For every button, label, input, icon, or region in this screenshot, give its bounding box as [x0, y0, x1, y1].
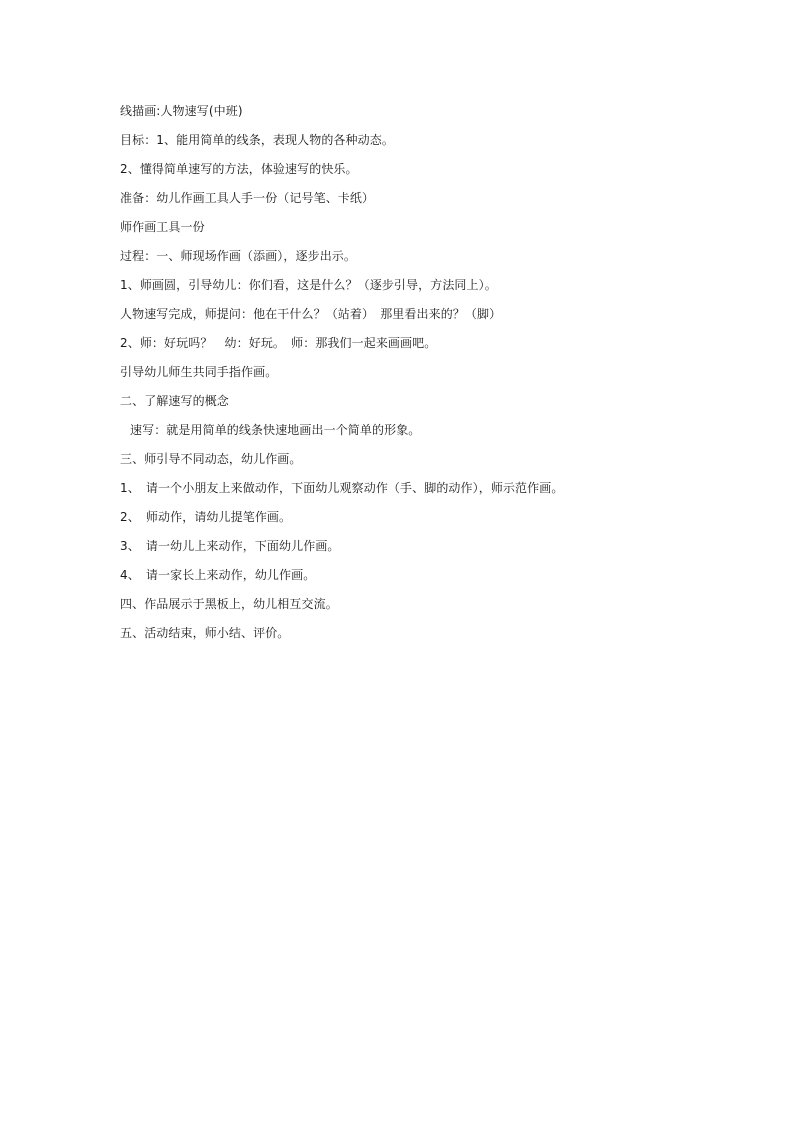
goal-line-1: 目标：1、能用简单的线条，表现人物的各种动态。	[120, 133, 394, 147]
process-step-2: 2、师：好玩吗？ 幼：好玩。 师：那我们一起来画画吧。	[120, 336, 437, 350]
section-3-item-1: 1、 请一个小朋友上来做动作，下面幼儿观察动作（手、脚的动作），师示范作画。	[120, 481, 564, 495]
process-heading: 过程：一、师现场作画（添画），逐步出示。	[120, 249, 357, 263]
sketch-definition: 速写：就是用简单的线条快速地画出一个简单的形象。	[130, 423, 421, 437]
section-5-heading: 五、活动结束，师小结、评价。	[120, 626, 290, 640]
process-step-1-detail: 人物速写完成，师提问：他在干什么？（站着） 那里看出来的？（脚）	[120, 307, 502, 321]
section-3-item-3: 3、 请一幼儿上来动作，下面幼儿作画。	[120, 539, 340, 553]
section-3-item-2: 2、 师动作，请幼儿提笔作画。	[120, 510, 292, 524]
section-2-heading: 二、了解速写的概念	[120, 394, 229, 408]
preparation-line-2: 师作画工具一份	[120, 220, 205, 234]
document-title: 线描画:人物速写(中班)	[120, 104, 243, 118]
document-body	[120, 102, 720, 653]
preparation-line-1: 准备：幼儿作画工具人手一份（记号笔、卡纸）	[120, 191, 375, 205]
process-step-2-detail: 引导幼儿师生共同手指作画。	[120, 365, 278, 379]
goal-line-2: 2、懂得简单速写的方法，体验速写的快乐。	[120, 162, 358, 176]
process-step-1: 1、师画圆，引导幼儿：你们看，这是什么？（逐步引导，方法同上）。	[120, 278, 497, 292]
section-3-item-4: 4、 请一家长上来动作，幼儿作画。	[120, 568, 316, 582]
section-4-heading: 四、作品展示于黑板上，幼儿相互交流。	[120, 597, 338, 611]
section-3-heading: 三、师引导不同动态，幼儿作画。	[120, 452, 302, 466]
